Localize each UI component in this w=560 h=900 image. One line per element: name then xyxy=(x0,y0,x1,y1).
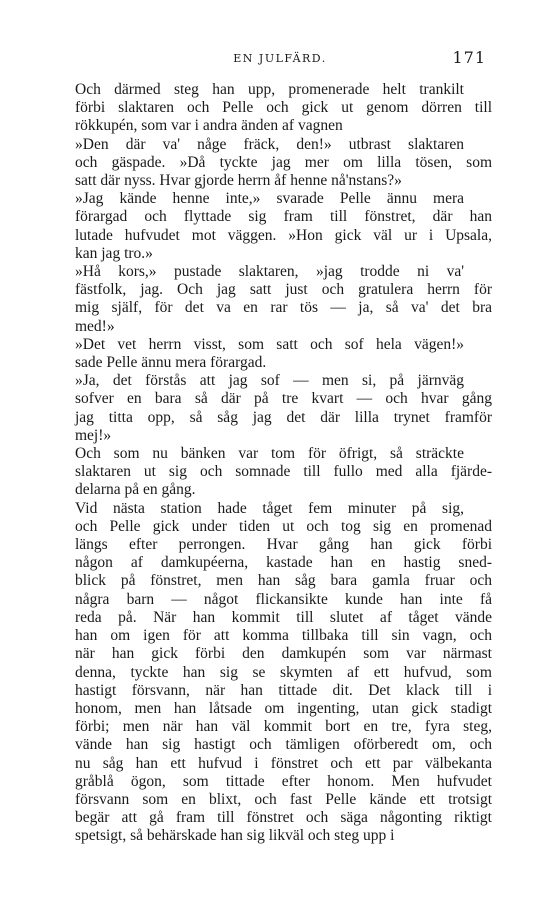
text-line: kan jag tro.» xyxy=(75,244,153,262)
text-line: satt där nyss. Hvar gjorde herrn åf henne nå'nstans?» xyxy=(75,172,402,190)
text-line: längs efter perrongen. Hvar gång han gick förbi xyxy=(75,536,492,554)
text-line: Vid nästa station hade tåget fem minuter på sig, xyxy=(75,499,464,517)
text-line: lutade hufvudet mot väggen. »Hon gick väl ur i Upsala, xyxy=(75,226,492,244)
text-line: »Det vet herrn visst, som satt och sof hela vägen!» xyxy=(75,335,464,353)
text-line: vände han sig hastigt och tämligen oförberedt om, och xyxy=(75,736,492,754)
page-number: 171 xyxy=(452,48,486,67)
running-title: EN JULFÄRD. xyxy=(233,52,327,65)
text-line: när han gick förbi den damkupén som var närmast xyxy=(75,645,492,663)
text-line: reda på. När han kommit till slutet af tåget vände xyxy=(75,608,492,626)
text-line: förbi; men när han väl kommit bort en tre, fyra steg, xyxy=(75,718,492,736)
text-line: jag titta opp, så såg jag det där lilla trynet framför xyxy=(75,408,492,426)
text-line: och Pelle gick under tiden ut och tog sig en promenad xyxy=(75,517,492,535)
paragraph xyxy=(47,190,492,263)
text-line: han om igen för att komma tillbaka till sin vagn, och xyxy=(75,627,492,645)
paragraph xyxy=(47,372,492,445)
text-line: nu såg han ett hufvud i fönstret och ett par välbekanta xyxy=(75,754,492,772)
text-line: »Den där va' någe fräck, den!» utbrast slaktaren xyxy=(75,135,464,153)
text-line: spetsigt, så behärskade han sig likväl och steg upp i xyxy=(75,827,395,845)
text-line: sofver en bara så där på tre kvart — och hvar gång xyxy=(75,390,492,408)
text-line: rökkupén, som var i andra änden af vagnen xyxy=(75,117,343,135)
paragraph xyxy=(47,500,492,846)
paragraph xyxy=(47,445,492,500)
text-line: Och som nu bänken var tom för öfrigt, så sträckte xyxy=(75,445,464,463)
text-line: förargad och flyttade sig fram till fönstret, där han xyxy=(75,208,492,226)
text-line: och gäspade. »Då tyckte jag mer om lilla tösen, som xyxy=(75,153,492,171)
text-line: någon af damkupéerna, kastade han en hastig sned- xyxy=(75,554,492,572)
text-line: »Hå kors,» pustade slaktaren, »jag trodde ni va' xyxy=(75,263,464,281)
text-line: fästfolk, jag. Och jag satt just och gratulera herrn för xyxy=(75,281,492,299)
text-line: sade Pelle ännu mera förargad. xyxy=(75,354,267,372)
paragraph xyxy=(47,136,492,191)
text-line: några barn — något flickansikte kunde han inte få xyxy=(75,590,492,608)
text-line: begär att gå fram till fönstret och säga någonting riktigt xyxy=(75,809,492,827)
text-line: mig själf, för det va en rar tös — ja, så va' det bra xyxy=(75,299,492,317)
text-line: »Jag kände henne inte,» svarade Pelle ännu mera xyxy=(75,190,464,208)
paragraph xyxy=(47,81,492,136)
text-line: »Ja, det förstås att jag sof — men si, på järnväg xyxy=(75,372,464,390)
text-line: förbi slaktaren och Pelle och gick ut genom dörren till xyxy=(75,99,492,117)
paragraph xyxy=(47,263,492,336)
text-line: försvann som en blixt, och fast Pelle kände ett trotsigt xyxy=(75,790,492,808)
text-line: Och därmed steg han upp, promenerade helt trankilt xyxy=(75,81,464,98)
text-line: med!» xyxy=(75,317,115,335)
running-head xyxy=(0,48,560,72)
text-line: gråblå ögon, som tittade efter honom. Men hufvudet xyxy=(75,772,492,790)
text-line: mej!» xyxy=(75,426,112,444)
text-line: slaktaren ut sig och somnade till fullo med alla fjärde- xyxy=(75,463,492,481)
text-line: honom, men han låtsade om ingenting, utan gick stadigt xyxy=(75,699,492,717)
text-line: denna, tyckte han sig se skymten af ett hufvud, som xyxy=(75,663,492,681)
text-line: hastigt försvann, när han tittade dit. Det klack till i xyxy=(75,681,492,699)
body-text xyxy=(47,81,492,846)
text-line: blick på fönstret, men han såg bara gamla fruar och xyxy=(75,572,492,590)
text-line: delarna på en gång. xyxy=(75,481,196,499)
paragraph xyxy=(47,336,492,372)
